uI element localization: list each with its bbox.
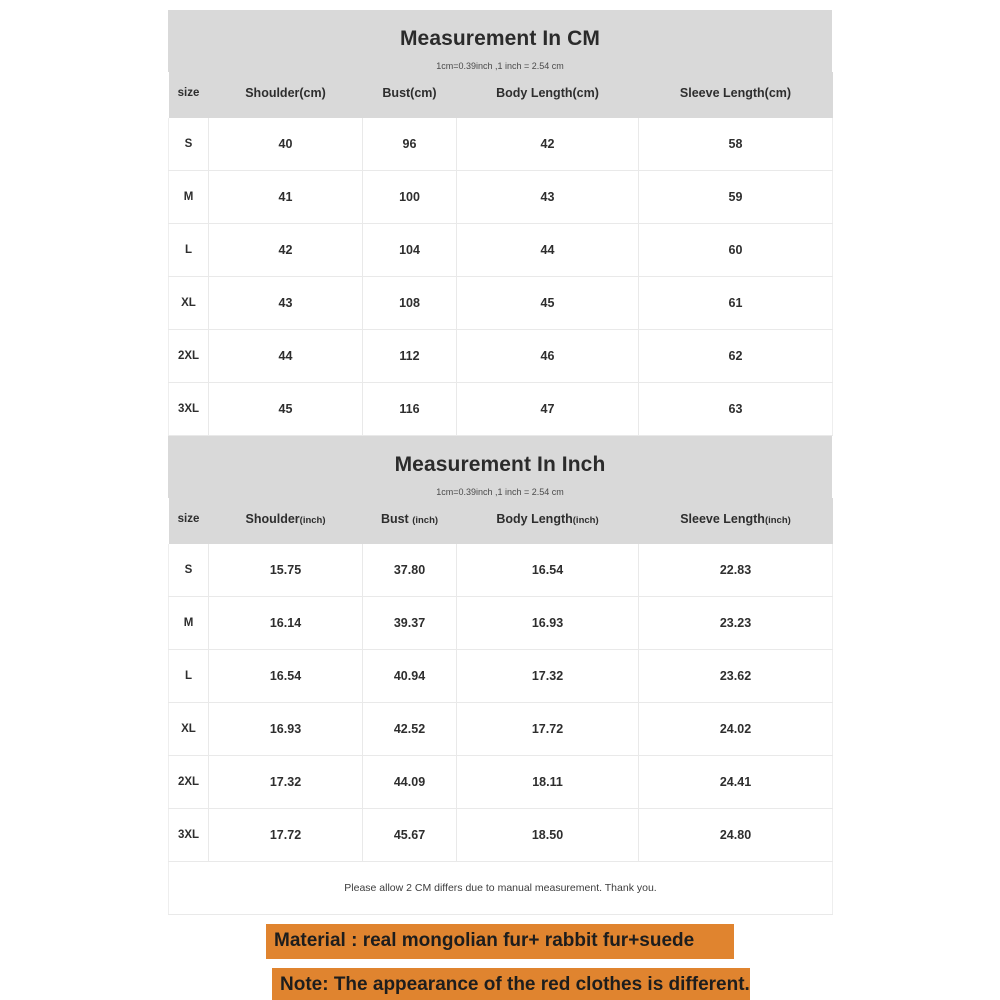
cell-shoulder: 15.75: [209, 544, 363, 597]
column-header-sleeve-length: Sleeve Length(cm): [639, 72, 833, 118]
cell-body-length: 45: [457, 277, 639, 330]
column-header-bust-label: Bust: [380, 512, 413, 526]
cell-bust: 39.37: [363, 597, 457, 650]
column-header-sleeve-length-label: Sleeve Length: [680, 512, 765, 526]
section-cm-title: Measurement In CM: [399, 27, 601, 50]
cell-size: 3XL: [169, 383, 209, 436]
cell-sleeve-length: 22.83: [639, 544, 833, 597]
cell-bust: 37.80: [363, 544, 457, 597]
cell-sleeve-length: 58: [639, 118, 833, 171]
cell-sleeve-length: 59: [639, 171, 833, 224]
cell-shoulder: 41: [209, 171, 363, 224]
cell-body-length: 18.11: [457, 756, 639, 809]
section-inch-title: Measurement In Inch: [394, 453, 606, 476]
cell-sleeve-length: 23.62: [639, 650, 833, 703]
section-inch-header: [168, 436, 832, 498]
cell-size: 2XL: [169, 330, 209, 383]
cell-bust: 40.94: [363, 650, 457, 703]
cell-shoulder: 45: [209, 383, 363, 436]
section-measurement-cm: [168, 10, 832, 436]
table-row: [169, 118, 833, 171]
measurement-table-inch: [168, 498, 833, 915]
cell-size: S: [169, 544, 209, 597]
cell-shoulder: 44: [209, 330, 363, 383]
cell-bust: 104: [363, 224, 457, 277]
cell-body-length: 18.50: [457, 809, 639, 862]
table-row: [169, 809, 833, 862]
table-row: [169, 597, 833, 650]
cell-size: M: [169, 171, 209, 224]
appearance-note-banner: Note: The appearance of the red clothes is different.: [272, 968, 750, 1000]
cell-body-length: 46: [457, 330, 639, 383]
cell-body-length: 17.32: [457, 650, 639, 703]
column-header-body-length: Body Length(cm): [457, 72, 639, 118]
column-header-shoulder-unit: (inch): [299, 515, 326, 526]
cell-body-length: 16.54: [457, 544, 639, 597]
cell-size: S: [169, 118, 209, 171]
section-measurement-inch: [168, 436, 832, 915]
cell-sleeve-length: 61: [639, 277, 833, 330]
cell-bust: 96: [363, 118, 457, 171]
cell-size: XL: [169, 703, 209, 756]
cell-bust: 116: [363, 383, 457, 436]
manual-measurement-note: Please allow 2 CM differs due to manual measurement. Thank you.: [169, 862, 833, 915]
column-header-sleeve-length: [639, 498, 833, 544]
cell-shoulder: 16.54: [209, 650, 363, 703]
table-row: [169, 650, 833, 703]
table-row: [169, 171, 833, 224]
column-header-size: size: [169, 498, 209, 544]
cell-sleeve-length: 23.23: [639, 597, 833, 650]
cell-bust: 100: [363, 171, 457, 224]
cell-shoulder: 43: [209, 277, 363, 330]
column-header-bust: Bust(cm): [363, 72, 457, 118]
column-header-body-length-unit: (inch): [572, 515, 599, 526]
column-header-shoulder: [209, 498, 363, 544]
cell-body-length: 16.93: [457, 597, 639, 650]
section-cm-header: [168, 10, 832, 72]
cell-sleeve-length: 60: [639, 224, 833, 277]
cell-bust: 108: [363, 277, 457, 330]
column-header-shoulder-label: Shoulder: [245, 512, 300, 526]
cell-sleeve-length: 24.02: [639, 703, 833, 756]
cell-shoulder: 17.32: [209, 756, 363, 809]
column-header-bust-unit: (inch): [412, 515, 439, 526]
cell-shoulder: 16.93: [209, 703, 363, 756]
column-header-sleeve-length-unit: (inch): [764, 515, 791, 526]
cell-sleeve-length: 24.80: [639, 809, 833, 862]
cell-shoulder: 42: [209, 224, 363, 277]
table-row: [169, 383, 833, 436]
highlight-banners: [168, 915, 832, 1000]
cell-sleeve-length: 63: [639, 383, 833, 436]
column-header-bust: [363, 498, 457, 544]
cell-size: M: [169, 597, 209, 650]
cell-size: L: [169, 650, 209, 703]
column-header-body-length: [457, 498, 639, 544]
table-row: [169, 330, 833, 383]
cell-size: 2XL: [169, 756, 209, 809]
cell-body-length: 44: [457, 224, 639, 277]
table-inch-header-row: [169, 498, 833, 544]
measurement-table-cm: [168, 72, 833, 436]
section-cm-subtitle: 1cm=0.39inch ,1 inch = 2.54 cm: [436, 61, 564, 71]
table-cm-header-row: [169, 72, 833, 118]
table-row: [169, 756, 833, 809]
cell-size: XL: [169, 277, 209, 330]
cell-body-length: 17.72: [457, 703, 639, 756]
cell-bust: 42.52: [363, 703, 457, 756]
cell-sleeve-length: 62: [639, 330, 833, 383]
cell-shoulder: 40: [209, 118, 363, 171]
column-header-shoulder: Shoulder(cm): [209, 72, 363, 118]
cell-body-length: 42: [457, 118, 639, 171]
section-inch-subtitle: 1cm=0.39inch ,1 inch = 2.54 cm: [436, 487, 564, 497]
table-row: [169, 224, 833, 277]
cell-shoulder: 16.14: [209, 597, 363, 650]
cell-bust: 44.09: [363, 756, 457, 809]
table-footer-note-row: [169, 862, 833, 915]
column-header-size: size: [169, 72, 209, 118]
table-row: [169, 277, 833, 330]
cell-size: 3XL: [169, 809, 209, 862]
table-row: [169, 703, 833, 756]
size-chart-sheet: [168, 10, 832, 1000]
material-banner: Material : real mongolian fur+ rabbit fur+suede: [266, 924, 734, 959]
column-header-body-length-label: Body Length: [496, 512, 573, 526]
cell-bust: 112: [363, 330, 457, 383]
cell-size: L: [169, 224, 209, 277]
cell-sleeve-length: 24.41: [639, 756, 833, 809]
table-row: [169, 544, 833, 597]
cell-body-length: 47: [457, 383, 639, 436]
cell-bust: 45.67: [363, 809, 457, 862]
cell-shoulder: 17.72: [209, 809, 363, 862]
cell-body-length: 43: [457, 171, 639, 224]
